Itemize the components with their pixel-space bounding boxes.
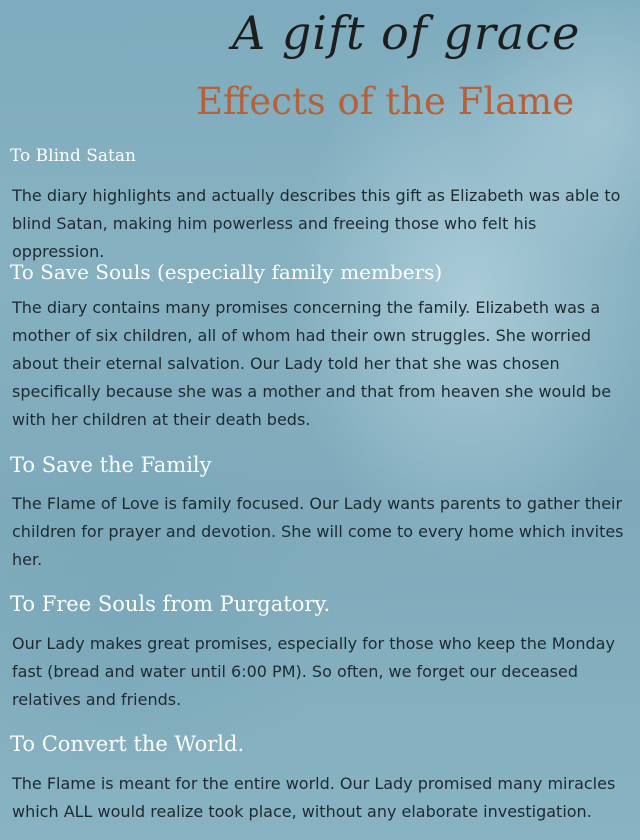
section-heading-save-souls: To Save Souls (especially family members) — [10, 260, 443, 284]
section-heading-convert-world: To Convert the World. — [10, 732, 245, 756]
page-title: Effects of the Flame — [196, 80, 575, 123]
page-header — [0, 0, 640, 140]
section-body-save-souls: The diary contains many promises concerning the family. Elizabeth was a mother of six children, all of whom had their own struggles. She worried about their eternal salvation. Our Lady told her that she was chosen specifically because she was a mother and that from heaven she would be with her children at their death beds. — [12, 298, 612, 429]
section-body-free-souls: Our Lady makes great promises, especially for those who keep the Monday fast (bread and water until 6:00 PM). So often, we forget our deceased relatives and friends. — [12, 634, 615, 709]
script-title: A gift of grace — [232, 6, 581, 60]
section-heading-blind-satan: To Blind Satan — [10, 146, 136, 166]
section-body-convert-world: The Flame is meant for the entire world. Our Lady promised many miracles which ALL would realize took place, without any elaborate investigation. — [12, 774, 616, 821]
section-heading-save-family: To Save the Family — [10, 453, 212, 477]
section-body-save-family: The Flame of Love is family focused. Our Lady wants parents to gather their children for prayer and devotion. She will come to every home which invites her. — [12, 494, 624, 569]
section-body-blind-satan: The diary highlights and actually describes this gift as Elizabeth was able to blind Satan, making him powerless and freeing those who felt his oppression. — [12, 186, 621, 261]
section-heading-free-souls: To Free Souls from Purgatory. — [10, 592, 331, 616]
